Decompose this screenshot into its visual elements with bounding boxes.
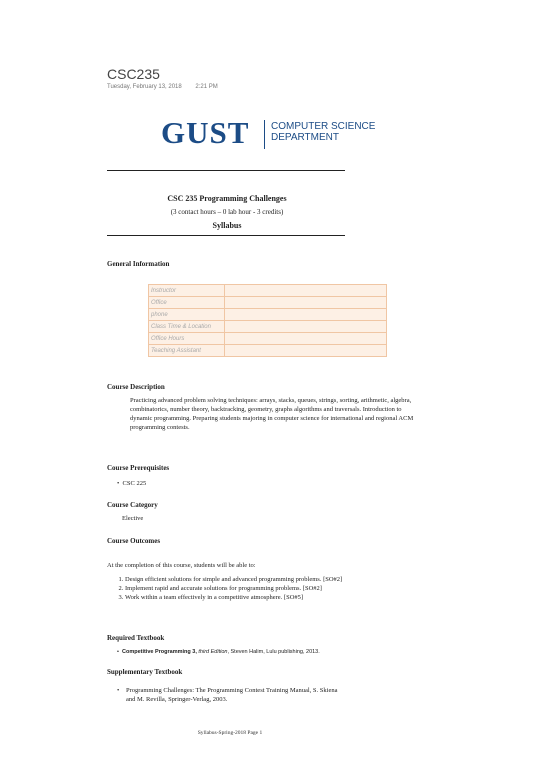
info-label: Office	[149, 297, 225, 309]
list-item: 2. Implement rapid and accurate solutions for programming problems. [SO#2]	[125, 584, 342, 593]
supplementary-item	[117, 686, 347, 704]
table-row	[149, 297, 387, 309]
info-label: Instructor	[149, 285, 225, 297]
textbook-title: Competitive Programming 3,	[121, 649, 199, 655]
logo-dept-line2: DEPARTMENT	[271, 132, 339, 143]
page-title: CSC235	[107, 66, 160, 82]
course-title: CSC 235 Programming Challenges	[167, 194, 287, 203]
page-timestamp	[107, 84, 230, 90]
supplementary-text: Programming Challenges: The Programming Contest Training Manual, S. Skiena and M. Revilla, Springer-Verlag, 2003.	[126, 687, 338, 703]
list-item: 3. Work within a team effectively in a competitive atmosphere. [SO#5]	[125, 593, 342, 602]
prerequisites-heading: Course Prerequisites	[107, 464, 170, 472]
prerequisite-item	[117, 480, 146, 487]
table-row	[149, 345, 387, 357]
description-heading: Course Description	[107, 383, 165, 391]
table-row	[149, 321, 387, 333]
category-value: Elective	[122, 515, 144, 522]
logo-department	[271, 121, 375, 143]
info-value	[225, 333, 387, 345]
description-text: Practicing advanced problem solving techniques: arrays, stacks, queues, strings, sorting, arithmetic, algebra, combinatorics, number theory, backtracking, geometry, graphs algorithms and traversals. Introduction to dynamic programming. Preparing students majoring in computer science for international and regional ACM programming contests.	[130, 397, 414, 431]
category-heading: Course Category	[107, 501, 158, 509]
textbook-edition: third Edition	[198, 649, 228, 655]
logo-dept-line1: COMPUTER SCIENCE	[271, 121, 376, 132]
page-date: Tuesday, February 13, 2018	[107, 84, 182, 90]
info-value	[225, 297, 387, 309]
info-label: phone	[149, 309, 225, 321]
outcomes-heading: Course Outcomes	[107, 537, 161, 545]
textbook-item	[117, 649, 320, 655]
info-label: Office Hours	[149, 333, 225, 345]
general-info-heading: General Information	[107, 260, 170, 268]
bottom-rule	[107, 235, 345, 236]
bullet-icon: •	[117, 480, 123, 487]
logo-divider	[264, 120, 265, 149]
textbook-heading: Required Textbook	[107, 634, 165, 642]
info-value	[225, 309, 387, 321]
info-label: Teaching Assistant	[149, 345, 225, 357]
general-info-table	[148, 284, 387, 357]
table-row	[149, 333, 387, 345]
outcomes-intro: At the completion of this course, students will be able to:	[107, 562, 256, 569]
bullet-icon: •	[117, 649, 122, 655]
prerequisite-text: CSC 225	[122, 480, 147, 487]
bullet-icon: •	[117, 687, 120, 694]
info-value	[225, 285, 387, 297]
textbook-rest: , Steven Halim, Lulu publishing, 2013.	[227, 649, 320, 655]
gust-logo	[161, 115, 391, 155]
table-row	[149, 309, 387, 321]
supplementary-heading: Supplementary Textbook	[107, 668, 183, 676]
info-label: Class Time & Location	[149, 321, 225, 333]
top-rule	[107, 170, 345, 171]
info-value	[225, 321, 387, 333]
syllabus-heading: Syllabus	[212, 221, 242, 230]
page-time: 2:21 PM	[195, 84, 218, 90]
page-footer: Syllabus-Spring-2018 Page 1	[197, 730, 263, 736]
table-row	[149, 285, 387, 297]
logo-brand: GUST	[161, 115, 250, 150]
info-value	[225, 345, 387, 357]
list-item: 1. Design efficient solutions for simple and advanced programming problems. [SO#2]	[125, 575, 342, 584]
course-credits: (3 contact hours – 0 lab hour - 3 credits)	[170, 208, 284, 216]
outcomes-list	[112, 575, 342, 602]
